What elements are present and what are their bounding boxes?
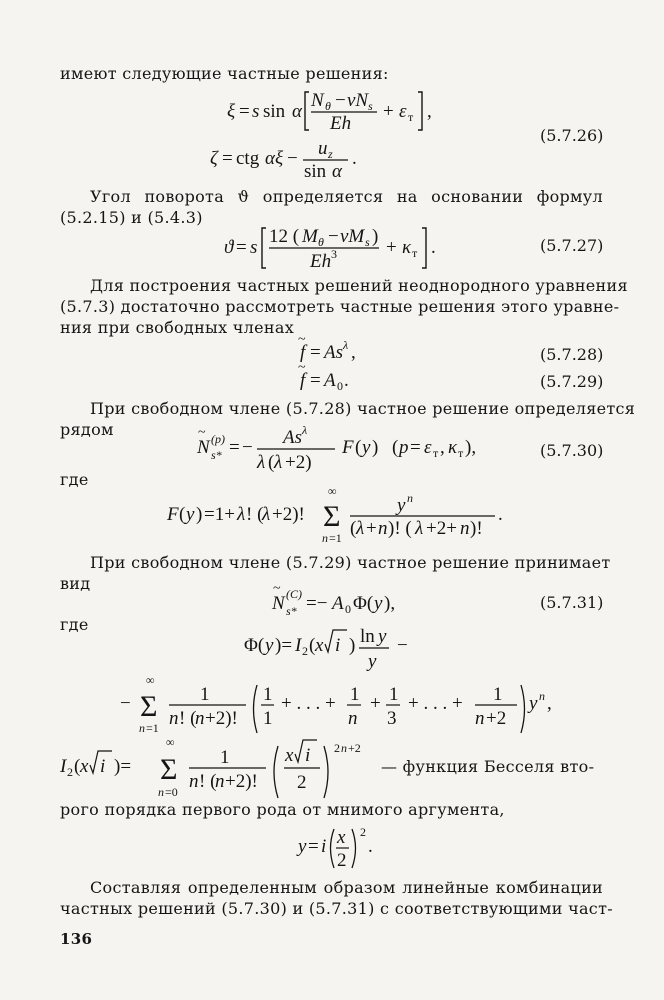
svg-text:2: 2 bbox=[334, 741, 340, 755]
svg-text:=1: =1 bbox=[329, 531, 342, 545]
svg-text:12 (: 12 ( bbox=[269, 226, 300, 247]
equation-xi bbox=[225, 86, 440, 136]
svg-text:−: − bbox=[242, 437, 253, 458]
text-line: где bbox=[60, 470, 89, 489]
svg-text:~: ~ bbox=[273, 584, 281, 596]
svg-text:n: n bbox=[189, 771, 199, 792]
svg-text:(: ( bbox=[268, 452, 275, 473]
svg-text:−: − bbox=[397, 635, 408, 656]
svg-text:! (: ! ( bbox=[179, 708, 197, 729]
svg-text:),: ), bbox=[384, 593, 396, 614]
svg-text:−: − bbox=[287, 148, 298, 169]
svg-text:f: f bbox=[300, 370, 306, 391]
svg-text:(: ( bbox=[179, 504, 186, 525]
svg-text:=: = bbox=[310, 370, 321, 391]
svg-text:Φ(: Φ( bbox=[244, 635, 265, 656]
svg-text:λ: λ bbox=[257, 452, 266, 473]
svg-text:∞: ∞ bbox=[146, 673, 155, 687]
svg-text:ctg: ctg bbox=[236, 148, 260, 169]
svg-text:νN: νN bbox=[347, 90, 369, 111]
svg-text:.: . bbox=[352, 148, 357, 169]
svg-text:n: n bbox=[139, 721, 145, 735]
text-line: рого порядка первого рода от мнимого аргумента, bbox=[60, 800, 505, 819]
svg-text:2: 2 bbox=[337, 850, 347, 871]
svg-text:.: . bbox=[431, 237, 436, 258]
page-number: 136 bbox=[60, 930, 93, 948]
equation-N-C bbox=[270, 584, 410, 620]
svg-text:λ: λ bbox=[237, 504, 246, 525]
svg-text:)! (: )! ( bbox=[388, 518, 412, 539]
svg-text:n: n bbox=[407, 491, 413, 505]
svg-text:θ: θ bbox=[325, 99, 331, 113]
svg-text:As: As bbox=[324, 342, 343, 363]
svg-text:=: = bbox=[310, 342, 321, 363]
equation-I2 bbox=[58, 734, 380, 806]
svg-text:(: ( bbox=[309, 635, 316, 656]
svg-text:=1+: =1+ bbox=[204, 504, 235, 525]
svg-text:λ: λ bbox=[262, 504, 271, 525]
svg-text:т: т bbox=[412, 246, 418, 260]
svg-text:i: i bbox=[305, 745, 311, 766]
equation-zeta bbox=[208, 140, 368, 182]
svg-text:1: 1 bbox=[220, 747, 230, 768]
text-line: (5.2.15) и (5.4.3) bbox=[60, 208, 203, 227]
svg-text:(: ( bbox=[350, 518, 357, 539]
svg-text:2: 2 bbox=[302, 644, 308, 658]
svg-text:~: ~ bbox=[298, 362, 306, 375]
text-line: частных решений (5.7.30) и (5.7.31) с соответствующими част- bbox=[60, 899, 613, 918]
svg-text:y: y bbox=[529, 693, 538, 714]
svg-text:n: n bbox=[158, 785, 164, 799]
svg-text:+ . . . +: + . . . + bbox=[408, 693, 463, 714]
svg-text:x: x bbox=[285, 745, 294, 766]
equation-number: (5.7.29) bbox=[540, 372, 604, 391]
svg-text:,: , bbox=[547, 693, 552, 714]
svg-text:(: ( bbox=[74, 756, 81, 777]
svg-text:т: т bbox=[433, 446, 439, 460]
svg-text:y: y bbox=[397, 495, 406, 516]
svg-text:y: y bbox=[362, 437, 371, 458]
svg-text:As: As bbox=[283, 427, 302, 448]
svg-text:F: F bbox=[167, 504, 179, 525]
svg-text:0: 0 bbox=[345, 602, 351, 616]
svg-text:n: n bbox=[322, 531, 328, 545]
text-line: вид bbox=[60, 574, 91, 593]
svg-text:z: z bbox=[328, 147, 333, 161]
svg-text:λ: λ bbox=[343, 338, 349, 352]
svg-text:y: y bbox=[298, 836, 307, 857]
svg-text:u: u bbox=[318, 140, 328, 159]
equation-f-power bbox=[296, 334, 376, 364]
svg-text:1: 1 bbox=[200, 684, 210, 705]
svg-text:Σ: Σ bbox=[140, 690, 158, 723]
svg-text:κ: κ bbox=[402, 237, 412, 258]
svg-text:λ: λ bbox=[274, 452, 283, 473]
svg-text:,: , bbox=[351, 342, 356, 363]
svg-text:+: + bbox=[370, 693, 381, 714]
text-line: ния при свободных членах bbox=[60, 318, 295, 337]
svg-text:A: A bbox=[324, 370, 336, 391]
svg-text:y: y bbox=[368, 651, 377, 672]
svg-text:~: ~ bbox=[298, 334, 306, 347]
svg-text:α: α bbox=[332, 161, 342, 182]
svg-text:λ: λ bbox=[302, 424, 308, 437]
svg-text:α: α bbox=[292, 101, 302, 122]
svg-text:λ: λ bbox=[356, 518, 365, 539]
svg-text:A: A bbox=[332, 593, 344, 614]
svg-text:ζ: ζ bbox=[210, 148, 218, 169]
svg-text:(: ( bbox=[355, 437, 362, 458]
svg-text:i: i bbox=[100, 756, 106, 777]
svg-text:+2: +2 bbox=[348, 741, 361, 755]
svg-text:x: x bbox=[337, 827, 346, 848]
svg-text:): ) bbox=[372, 437, 379, 458]
svg-text:n: n bbox=[348, 708, 358, 729]
svg-text:=: = bbox=[236, 237, 247, 258]
text-line: (5.7.3) достаточно рассмотреть частные решения этого уравне- bbox=[60, 297, 620, 316]
svg-text:p: p bbox=[399, 437, 409, 458]
svg-text:s: s bbox=[365, 235, 370, 249]
svg-text:! (: ! ( bbox=[199, 771, 217, 792]
svg-text:~: ~ bbox=[198, 425, 206, 440]
svg-text:+2)!: +2)! bbox=[205, 708, 238, 729]
svg-text:−: − bbox=[328, 226, 339, 247]
svg-text:n: n bbox=[169, 708, 179, 729]
svg-text:n: n bbox=[341, 741, 347, 755]
svg-text:т: т bbox=[458, 446, 464, 460]
equation-number: (5.7.26) bbox=[540, 126, 604, 145]
svg-text:n: n bbox=[475, 708, 485, 729]
svg-text:I: I bbox=[295, 635, 302, 656]
svg-text:y: y bbox=[378, 626, 387, 647]
svg-text:ξ: ξ bbox=[227, 101, 236, 122]
svg-text:Eh: Eh bbox=[330, 113, 352, 134]
equation-number: (5.7.30) bbox=[540, 441, 604, 460]
text-line: — функция Бесселя вто- bbox=[381, 757, 595, 776]
equation-theta bbox=[222, 222, 452, 274]
svg-text:y: y bbox=[374, 593, 383, 614]
svg-text:1: 1 bbox=[350, 684, 360, 705]
svg-text:i: i bbox=[335, 635, 341, 656]
svg-text:=: = bbox=[308, 836, 319, 857]
svg-text:(: ( bbox=[392, 437, 399, 458]
text-line: имеют следующие частные решения: bbox=[60, 64, 389, 83]
svg-text:n: n bbox=[195, 708, 205, 729]
svg-text:νM: νM bbox=[340, 226, 365, 247]
svg-text:s: s bbox=[250, 237, 258, 258]
text-line: Составляя определенным образом линейные комбинации bbox=[90, 878, 603, 897]
svg-text:1: 1 bbox=[493, 684, 503, 705]
svg-text:s: s bbox=[368, 99, 373, 113]
svg-text:N: N bbox=[311, 90, 324, 111]
svg-text:∞: ∞ bbox=[166, 735, 175, 749]
svg-text:т: т bbox=[408, 110, 414, 124]
svg-text:)=: )= bbox=[114, 756, 132, 777]
svg-text:): ) bbox=[196, 504, 203, 525]
svg-text:.: . bbox=[498, 504, 503, 525]
svg-text:=−: =− bbox=[306, 593, 328, 614]
equation-Phi-line1 bbox=[242, 624, 422, 674]
svg-text:M: M bbox=[302, 226, 318, 247]
svg-text:αξ: αξ bbox=[265, 148, 284, 169]
svg-text:κ: κ bbox=[448, 437, 458, 458]
svg-text:.: . bbox=[368, 836, 373, 857]
svg-text:),: ), bbox=[465, 437, 477, 458]
svg-text:1: 1 bbox=[389, 684, 399, 705]
svg-text:Σ: Σ bbox=[323, 500, 341, 533]
equation-N-p bbox=[195, 424, 495, 476]
svg-text:n: n bbox=[539, 689, 545, 703]
svg-text:3: 3 bbox=[387, 708, 397, 729]
text-line: Для построения частных решений неоднородного уравнения bbox=[90, 276, 628, 295]
svg-text:N: N bbox=[197, 437, 210, 458]
svg-text:(C): (C) bbox=[286, 587, 302, 601]
text-line: где bbox=[60, 615, 89, 634]
svg-text:s: s bbox=[252, 101, 260, 122]
svg-text:ϑ: ϑ bbox=[224, 237, 234, 258]
equation-f-const bbox=[296, 362, 376, 392]
equation-number: (5.7.31) bbox=[540, 593, 604, 612]
equation-number: (5.7.28) bbox=[540, 345, 604, 364]
svg-text:ε: ε bbox=[399, 101, 407, 122]
svg-text:λ: λ bbox=[415, 518, 424, 539]
svg-text:+: + bbox=[366, 518, 377, 539]
svg-text:)=: )= bbox=[275, 635, 293, 656]
svg-text:F: F bbox=[342, 437, 354, 458]
equation-number: (5.7.27) bbox=[540, 236, 604, 255]
text-line: Угол поворота ϑ определяется на основании формул bbox=[90, 187, 603, 206]
svg-text:=: = bbox=[222, 148, 233, 169]
svg-text:2: 2 bbox=[67, 765, 73, 779]
svg-text:f: f bbox=[300, 342, 306, 363]
svg-text:2: 2 bbox=[360, 825, 366, 839]
svg-text:Φ(: Φ( bbox=[353, 593, 374, 614]
svg-text:x: x bbox=[80, 756, 89, 777]
svg-text:,: , bbox=[440, 437, 445, 458]
equation-y bbox=[296, 824, 386, 874]
svg-text:sin: sin bbox=[304, 161, 327, 182]
svg-text:+2+: +2+ bbox=[426, 518, 457, 539]
svg-text:,: , bbox=[427, 101, 432, 122]
text-line: При свободном члене (5.7.29) частное решение принимает bbox=[90, 553, 611, 572]
svg-text:N: N bbox=[272, 593, 285, 614]
svg-text:=0: =0 bbox=[165, 785, 178, 799]
svg-text:ln: ln bbox=[360, 626, 375, 647]
svg-text:+2): +2) bbox=[285, 452, 312, 473]
svg-text:n: n bbox=[378, 518, 388, 539]
svg-text:2: 2 bbox=[297, 772, 307, 793]
svg-text:.: . bbox=[344, 370, 349, 391]
svg-text:)!: )! bbox=[470, 518, 483, 539]
svg-text:sin: sin bbox=[263, 101, 286, 122]
svg-text:+ . . . +: + . . . + bbox=[281, 693, 336, 714]
svg-text:=: = bbox=[229, 437, 240, 458]
svg-text:I: I bbox=[60, 756, 67, 777]
svg-text:! (: ! ( bbox=[246, 504, 264, 525]
svg-text:=: = bbox=[410, 437, 421, 458]
svg-text:i: i bbox=[321, 836, 327, 857]
svg-text:+: + bbox=[386, 237, 397, 258]
text-line: При свободном члене (5.7.28) частное решение определяется bbox=[90, 399, 636, 418]
svg-text:+2)!: +2)! bbox=[225, 771, 258, 792]
equation-F bbox=[165, 484, 505, 546]
svg-text:−: − bbox=[120, 693, 131, 714]
svg-text:n: n bbox=[460, 518, 470, 539]
svg-text:): ) bbox=[372, 226, 379, 247]
svg-text:s*: s* bbox=[211, 448, 222, 462]
svg-text:Σ: Σ bbox=[160, 753, 178, 786]
svg-text:0: 0 bbox=[337, 379, 343, 392]
svg-text:=: = bbox=[239, 101, 250, 122]
svg-text:s*: s* bbox=[286, 604, 297, 618]
svg-text:−: − bbox=[335, 90, 346, 111]
svg-text:=1: =1 bbox=[146, 721, 159, 735]
svg-text:+2: +2 bbox=[486, 708, 507, 729]
svg-text:+: + bbox=[383, 101, 394, 122]
svg-text:+2)!: +2)! bbox=[272, 504, 305, 525]
svg-text:x: x bbox=[315, 635, 324, 656]
svg-text:n: n bbox=[215, 771, 225, 792]
svg-text:(p): (p) bbox=[211, 432, 225, 446]
svg-text:y: y bbox=[265, 635, 274, 656]
svg-text:∞: ∞ bbox=[328, 484, 337, 498]
svg-text:Eh: Eh bbox=[310, 251, 332, 272]
text-line: рядом bbox=[60, 420, 114, 439]
svg-text:y: y bbox=[186, 504, 195, 525]
svg-text:): ) bbox=[349, 635, 356, 656]
svg-text:1: 1 bbox=[263, 708, 273, 729]
svg-text:ε: ε bbox=[424, 437, 432, 458]
svg-text:1: 1 bbox=[263, 684, 273, 705]
svg-text:3: 3 bbox=[331, 247, 337, 261]
svg-text:θ: θ bbox=[318, 235, 324, 249]
